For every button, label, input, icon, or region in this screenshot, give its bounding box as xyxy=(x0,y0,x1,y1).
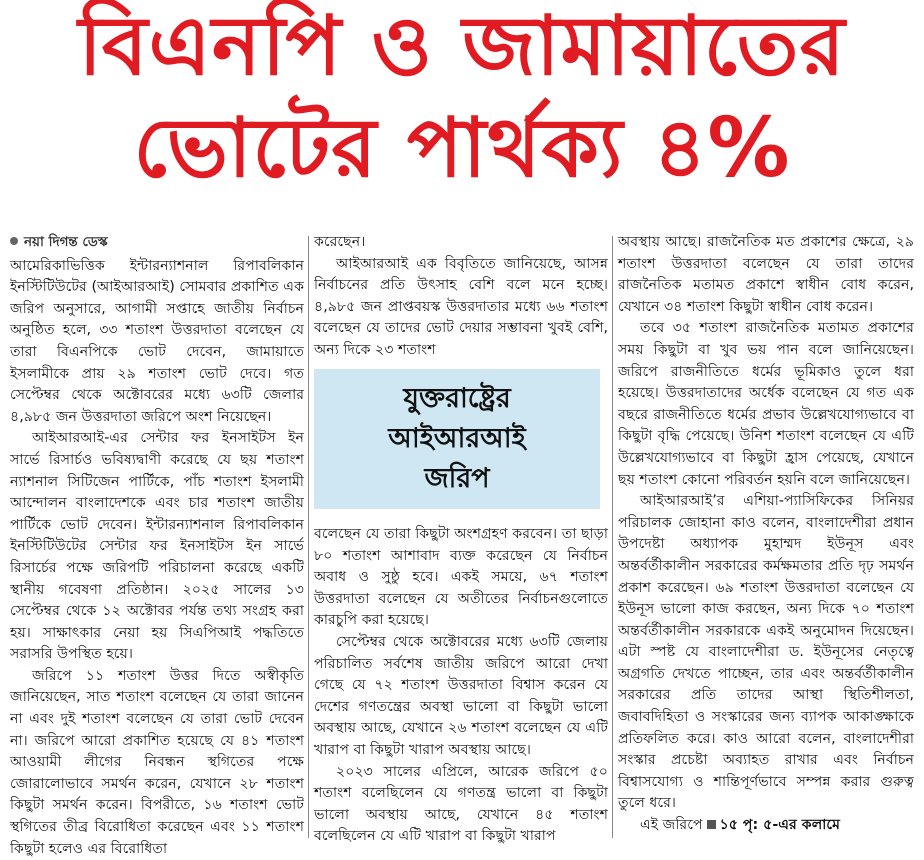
paragraph: আইআরআই-এর সেন্টার ফর ইনসাইটস ইন সার্ভে রিসার্চও ভবিষ্যদ্বাণী করেছে যে ছয় শতাংশ ন্যাশনাল সিটিজেন পার্টিকে, পাঁচ শতাংশ ইসলামী আন্দোলন বাংলাদেশকে এবং চার শতাংশ জাতীয় পার্টিকে ভোট দেবেন। ইন্টারন্যাশনাল রিপাবলিকান ইনস্টিটিউটের সেন্টার ফর ইনসাইটস ইন সার্ভে রিসার্চের পক্ষে জরিপটি পরিচালনা করেছে একটি স্থানীয় গবেষণা প্রতিষ্ঠান। ২০২৫ সালের ১৩ সেপ্টেম্বর থেকে ১২ অক্টোবর পর্যন্ত তথ্য সংগ্রহ করা হয়। সাক্ষাৎকার নেয়া হয় সিএপিআই পদ্ধতিতে সরাসরি উপস্থিত হয়ে। xyxy=(10,430,304,663)
callout-line-2: আইআরআই xyxy=(388,423,526,454)
column-divider xyxy=(308,236,309,838)
byline xyxy=(10,232,304,254)
paragraph: আমেরিকাভিত্তিক ইন্টারন্যাশনাল রিপাবলিকান ইনস্টিটিউটের (আইআরআই) সোমবার প্রকাশিত এক জরিপ অনুসারে, আগামী সপ্তাহে জাতীয় নির্বাচন অনুষ্ঠিত হলে, ৩৩ শতাংশ উত্তরদাতা বলেছেন যে তারা বিএনপিকে ভোট দেবেন, জামায়াতে ইসলামীকে প্রায় ২৯ শতাংশ ভোট দেবে। গত সেপ্টেম্বর থেকে অক্টোবরের মধ্যে ৬৩টি জেলার ৪,৯৮৫ জন উত্তরদাতা জরিপে অংশ নিয়েছেন। xyxy=(10,257,304,425)
paragraph: ২০২৩ সালের এপ্রিলে, আরেক জরিপে ৫০ শতাংশ বলেছিলেন যে গণতন্ত্র ভালো বা কিছুটা ভালো অবস্থায় আছে, যেখানে ৪৫ শতাংশ বলেছিলেন যে এটি খারাপ বা কিছুটা খারাপ xyxy=(314,763,608,845)
article-column-3 xyxy=(618,232,914,837)
paragraph: বলেছেন যে তারা কিছুটা অংশগ্রহণ করবেন। তা ছাড়া ৮০ শতাংশ আশাবাদ ব্যক্ত করেছেন যে নির্বাচন অবাধ ও সুষ্ঠু হবে। একই সময়ে, ৬৭ শতাংশ উত্তরদাতা বলেছেন যে অতীতের নির্বাচনগুলোতে কারচুপি করা হয়েছে। xyxy=(314,526,608,629)
headline-line-2: ভোটের পার্থক্য ৪% xyxy=(133,101,791,196)
continuation-line xyxy=(618,815,914,837)
callout-line-3: জরিপ xyxy=(424,463,490,494)
byline-text: নয়া দিগন্ত ডেস্ক xyxy=(24,234,108,250)
column-divider xyxy=(612,236,613,838)
paragraph: আইআরআই এক বিবৃতিতে জানিয়েছে, আসন্ন নির্বাচনের প্রতি উৎসাহ বেশি বলে মনে হচ্ছে। ৪,৯৮৫ জন প্রাপ্তবয়স্ক উত্তরদাতার মধ্যে ৬৬ শতাংশ বলেছেন যে তাদের ভোট দেয়ার সম্ভাবনা খুবই বেশি, অন্য দিকে ২৩ শতাংশ xyxy=(314,255,608,358)
article-column-1 xyxy=(10,232,304,860)
paragraph: জরিপে ১১ শতাংশ উত্তর দিতে অস্বীকৃতি জানিয়েছেন, সাত শতাংশ বলেছেন যে তারা জানেন না এবং দুই শতাংশ বলেছেন যে তারা ভোট দেবেন না। জরিপে আরো প্রকাশিত হয়েছে যে ৪১ শতাংশ আওয়ামী লীগের নিবন্ধন স্থগিতের পক্ষে জোরালোভাবে সমর্থন করেন, যেখানে ২৮ শতাংশ কিছুটা সমর্থন করেন। বিপরীতে, ১৬ শতাংশ ভোট স্থগিতের তীব্র বিরোধিতা করেছেন এবং ১১ শতাংশ কিছুটা হলেও এর বিরোধিতা xyxy=(10,667,304,857)
bullet-icon xyxy=(10,237,18,245)
callout-box xyxy=(314,369,600,509)
article-column-2-top xyxy=(314,232,608,362)
article-column-2-bottom xyxy=(314,524,608,848)
paragraph: সেপ্টেম্বর থেকে অক্টোবরের মধ্যে ৬৩টি জেলায় পরিচালিত সর্বশেষ জাতীয় জরিপে আরো দেখা গেছে যে ৭২ শতাংশ উত্তরদাতা বিশ্বাস করেন যে দেশের গণতন্ত্রের অবস্থা ভালো বা কিছুটা ভালো অবস্থায় আছে, যেখানে ২৬ শতাংশ বলেছেন যে এটি খারাপ বা কিছুটা খারাপ অবস্থায় আছে। xyxy=(314,633,608,758)
paragraph: করেছেন। xyxy=(314,234,366,250)
paragraph: তবে ৩৫ শতাংশ রাজনৈতিক মতামত প্রকাশের সময় কিছুটা বা খুব ভয় পান বলে জানিয়েছেন। জরিপে রাজনীতিতে ধর্মের ভূমিকাও তুলে ধরা হয়েছে। উত্তরদাতাদের অর্ধেক বলেছেন যে গত এক বছরে রাজনীতিতে ধর্মের প্রভাব উল্লেখযোগ্যভাবে বা কিছুটা বৃদ্ধি পেয়েছে। উনিশ শতাংশ বলেছেন যে এটি উল্লেখযোগ্যভাবে বা কিছুটা হ্রাস পেয়েছে, যেখানে ছয় শতাংশ কোনো পরিবর্তন হয়নি বলে জানিয়েছেন। xyxy=(618,320,914,488)
jump-marker-icon xyxy=(707,820,716,829)
callout-line-1: যুক্তরাষ্ট্রের xyxy=(403,383,511,414)
headline-line-1: বিএনপি ও জামায়াতের xyxy=(78,0,846,94)
continuation-prefix: এই জরিপে xyxy=(640,817,703,834)
paragraph: অবস্থায় আছে। রাজনৈতিক মত প্রকাশের ক্ষেত্রে, ২৯ শতাংশ উত্তরদাতা বলেছেন যে তারা তাদের রাজনৈতিক মতামত প্রকাশে স্বাধীন বোধ করেন, যেখানে ৩৪ শতাংশ কিছুটা স্বাধীন বোধ করেন। xyxy=(618,234,914,315)
jump-reference[interactable]: ১৫ পৃ: ৫-এর কলামে xyxy=(719,817,840,834)
paragraph: আইআরআই’র এশিয়া-প্যাসিফিকের সিনিয়র পরিচালক জোহানা কাও বলেন, বাংলাদেশীরা প্রধান উপদেষ্টা অধ্যাপক মুহাম্মদ ইউনূস এবং অন্তর্বর্তীকালীন সরকারের কর্মক্ষমতার প্রতি দৃঢ় সমর্থন প্রকাশ করেছেন। ৬৯ শতাংশ উত্তরদাতা বলেছেন যে ইউনূস ভালো কাজ করছেন, অন্য দিকে ৭০ শতাংশ অন্তর্বর্তীকালীন সরকারকে একই অনুমোদন দিয়েছেন। এটা স্পষ্ট যে বাংলাদেশীরা ড. ইউনূসের নেতৃত্বে অগ্রগতি দেখতে পাচ্ছেন, তার এবং অন্তর্বর্তীকালীন সরকারের প্রতি তাদের আস্থা স্থিতিশীলতা, জবাবদিহিতা ও সংস্কারের জন্য ব্যাপক আকাঙ্ক্ষাকে প্রতিফলিত করে। কাও আরো বলেন, বাংলাদেশীরা সংস্কার প্রচেষ্টা অব্যাহত রাখার এবং নির্বাচন বিশ্বাসযোগ্য ও শান্তিপূর্ণভাবে সম্পন্ন করার গুরুত্ব তুলে ধরে। xyxy=(618,493,914,812)
